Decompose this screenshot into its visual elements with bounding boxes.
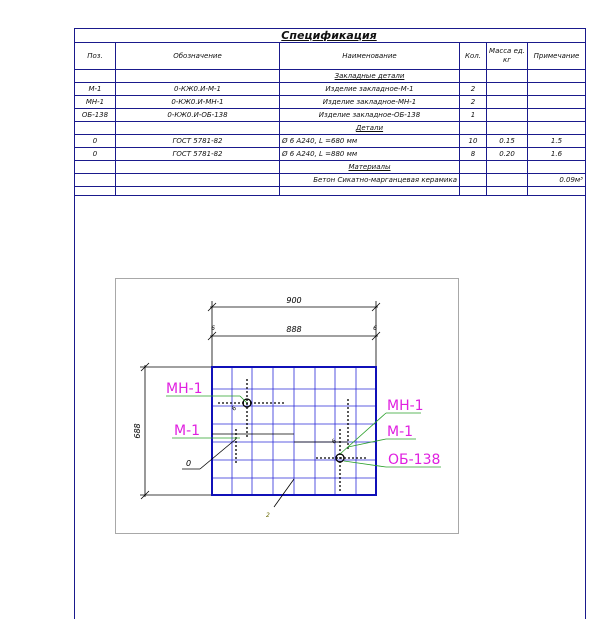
table-row bbox=[75, 148, 586, 161]
table-row bbox=[75, 109, 586, 122]
cell-mass bbox=[487, 96, 528, 109]
cell-note bbox=[528, 109, 586, 122]
cell-designation: 0-КЖ0.И-ОБ-138 bbox=[116, 109, 280, 122]
cell-mass bbox=[487, 109, 528, 122]
cell-designation: 0-КЖ0.И-МН-1 bbox=[116, 96, 280, 109]
cell-pos: М-1 bbox=[75, 83, 116, 96]
table-header-row bbox=[75, 43, 586, 70]
cell-name: Изделие закладное-ОБ-138 bbox=[280, 109, 460, 122]
table-row-blank bbox=[75, 187, 586, 196]
cell-pos: 0 bbox=[75, 148, 116, 161]
table-row bbox=[75, 135, 586, 148]
leader-m1-right bbox=[348, 439, 386, 447]
table-row bbox=[75, 96, 586, 109]
section-title: Детали bbox=[280, 122, 460, 135]
cell-designation: 0-КЖ0.И-М-1 bbox=[116, 83, 280, 96]
dim-text-888: 888 bbox=[286, 325, 302, 334]
col-header-designation: Обозначение bbox=[116, 43, 280, 70]
col-header-note: Примечание bbox=[528, 43, 586, 70]
cell-name: Бетон Сикатно-марганцевая керамика bbox=[280, 174, 460, 187]
leader-mn1-right bbox=[340, 413, 386, 454]
cell-mass bbox=[487, 83, 528, 96]
spec-title: Спецификация bbox=[281, 29, 377, 42]
cell-pos bbox=[75, 174, 116, 187]
label-zero: 0 bbox=[186, 459, 192, 468]
cell-note bbox=[528, 96, 586, 109]
label-m1-right: М-1 bbox=[387, 424, 414, 440]
leader-zero bbox=[200, 439, 236, 469]
label-mn1-left: МН-1 bbox=[166, 381, 203, 397]
leader-2 bbox=[274, 479, 294, 507]
cell-note: 1.6 bbox=[528, 148, 586, 161]
cell-note: 1.5 bbox=[528, 135, 586, 148]
cell-designation: ГОСТ 5781-82 bbox=[116, 135, 280, 148]
dim-text-tick-left: 6 bbox=[211, 325, 215, 332]
plan-svg bbox=[116, 279, 458, 533]
dim-text-900: 900 bbox=[286, 296, 302, 305]
cell-pos: МН-1 bbox=[75, 96, 116, 109]
cell-qty bbox=[460, 174, 487, 187]
specification-table bbox=[74, 42, 586, 196]
table-row bbox=[75, 174, 586, 187]
cell-designation: ГОСТ 5781-82 bbox=[116, 148, 280, 161]
label-mn1-right: МН-1 bbox=[387, 398, 424, 414]
cell-pos: ОБ-138 bbox=[75, 109, 116, 122]
cell-note: 0.09м³ bbox=[528, 174, 586, 187]
cell-mass: 0.15 bbox=[487, 135, 528, 148]
leader-ob138 bbox=[344, 461, 386, 467]
dim-text-tick-right: 6 bbox=[373, 325, 377, 332]
dimension-lines bbox=[140, 301, 380, 499]
cell-note bbox=[528, 83, 586, 96]
label-ob138: ОБ-138 bbox=[388, 452, 441, 468]
table-row bbox=[75, 83, 586, 96]
label-6b: 6 bbox=[330, 437, 339, 446]
col-header-qty: Кол. bbox=[460, 43, 487, 70]
cell-qty: 2 bbox=[460, 96, 487, 109]
cell-name: Ø 6 А240, L =680 мм bbox=[280, 135, 460, 148]
cell-pos: 0 bbox=[75, 135, 116, 148]
col-header-mass: Масса ед. кг bbox=[487, 43, 528, 70]
col-header-name: Наименование bbox=[280, 43, 460, 70]
cell-name: Изделие закладное-М-1 bbox=[280, 83, 460, 96]
label-m1-left: М-1 bbox=[174, 423, 201, 439]
cell-qty: 1 bbox=[460, 109, 487, 122]
section-row bbox=[75, 122, 586, 135]
cell-name: Ø 6 А240, L =880 мм bbox=[280, 148, 460, 161]
cell-qty: 2 bbox=[460, 83, 487, 96]
label-6a: 6 bbox=[230, 404, 239, 413]
section-row bbox=[75, 161, 586, 174]
cell-qty: 8 bbox=[460, 148, 487, 161]
cell-designation bbox=[116, 174, 280, 187]
cell-name: Изделие закладное-МН-1 bbox=[280, 96, 460, 109]
plan-drawing bbox=[115, 278, 459, 534]
section-row bbox=[75, 70, 586, 83]
col-header-pos: Поз. bbox=[75, 43, 116, 70]
section-title: Материалы bbox=[280, 161, 460, 174]
section-title: Закладные детали bbox=[280, 70, 460, 83]
cell-mass bbox=[487, 174, 528, 187]
dim-text-688: 688 bbox=[133, 423, 142, 439]
cell-qty: 10 bbox=[460, 135, 487, 148]
label-2: 2 bbox=[266, 512, 270, 519]
cell-mass: 0.20 bbox=[487, 148, 528, 161]
